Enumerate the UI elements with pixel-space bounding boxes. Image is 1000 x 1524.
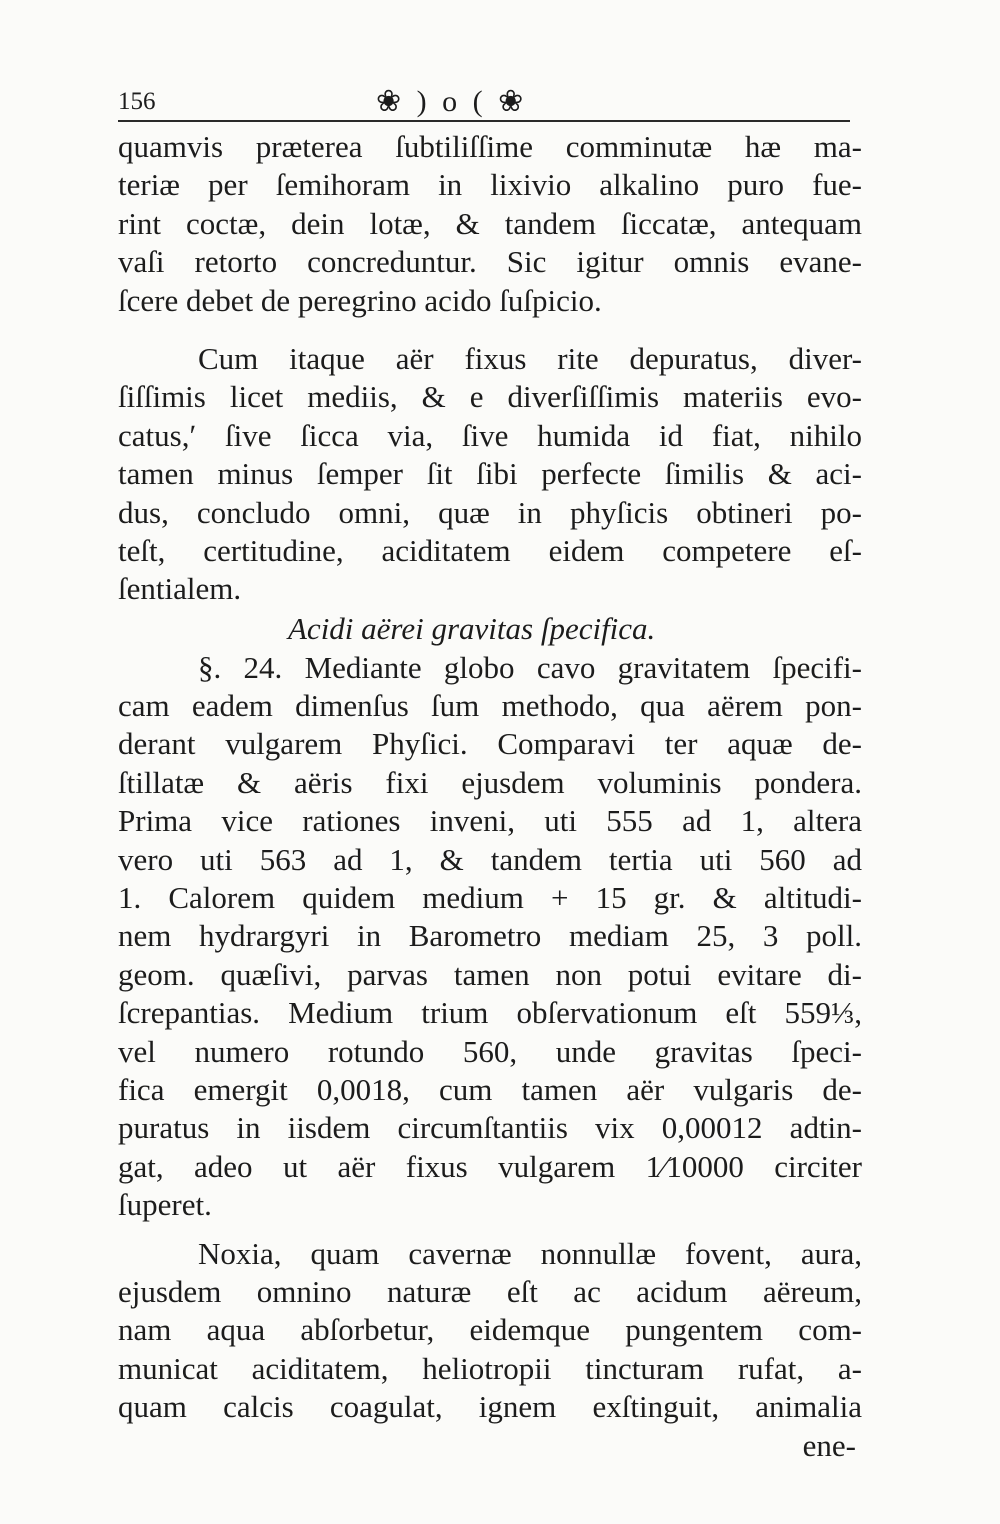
text-line: derant vulgarem Phyſici. Comparavi ter aquӕ de- [118,726,862,762]
text-line: municat aciditatem, heliotropii tincturam rufat, a- [118,1350,862,1386]
text-line: puratus in iisdem circumſtantiis vix 0,00012 adtin- [118,1110,862,1146]
text-line: ejusdem omnino naturӕ eſt ac acidum aëreum, [118,1273,862,1309]
header-rule [118,120,850,122]
text-line: catus,ʹ ſive ſicca via, ſive humida id fiat, nihilo [118,417,862,453]
paragraph-2 [118,340,862,609]
header-ornament: ❀ ) o ( ❀ [376,85,528,118]
catchword: ene- [802,1427,856,1463]
text-line: §. 24. Mediante globo cavo gravitatem ſpecifi- [198,649,862,685]
text-line: Noxia, quam cavernӕ nonnullӕ fovent, aura, [198,1235,862,1271]
text-line: teriӕ per ſemihoram in lixivio alkalino puro fue- [118,167,862,203]
text-line: vaſi retorto concreduntur. Sic igitur omnis evane- [118,244,862,280]
text-line: vel numero rotundo 560, unde gravitas ſpeci- [118,1033,862,1069]
paragraph-4 [118,1235,862,1427]
section-heading: Acidi aërei gravitas ſpecifica. [288,610,656,646]
text-line: Prima vice rationes inveni, uti 555 ad 1, altera [118,803,862,839]
text-line: ſiſſimis licet mediis, & e diverſiſſimis materiis evo- [118,379,862,415]
text-line: ſentialem. [118,571,242,607]
text-line: geom. quӕſivi, parvas tamen non potui evitare di- [118,956,862,992]
text-line: gat, adeo ut aër fixus vulgarem 1⁄10000 circiter [118,1148,862,1184]
text-line: quam calcis coagulat, ignem exſtinguit, animalia [118,1389,862,1425]
text-line: nam aqua abſorbetur, eidemque pungentem com- [118,1312,862,1348]
body-text [118,128,862,1465]
paragraph-3 [118,649,862,1225]
text-line: ſcrepantias. Medium trium obſervationum eſt 559⅓, [118,995,862,1031]
text-line: Cum itaque aër fixus rite depuratus, diver- [198,340,862,376]
text-line: dus, concludo omni, quӕ in phyſicis obtineri po- [118,494,862,530]
page-number: 156 [118,88,156,115]
text-line: nem hydrargyri in Barometro mediam 25, 3 poll. [118,918,862,954]
text-line: fica emergit 0,0018, cum tamen aër vulgaris de- [118,1071,862,1107]
page-header [118,84,850,122]
text-line: vero uti 563 ad 1, & tandem tertia uti 560 ad [118,841,862,877]
text-line: 1. Calorem quidem medium + 15 gr. & altitudi- [118,880,862,916]
text-line: rint coctӕ, dein lotӕ, & tandem ſiccatӕ, antequam [118,205,862,241]
text-line: teſt, certitudine, aciditatem eidem competere eſ- [118,532,862,568]
text-line: ſtillatӕ & aëris fixi ejusdem voluminis pondera. [118,764,862,800]
paragraph-1 [118,128,862,320]
text-line: ſuperet. [118,1187,212,1223]
text-line: ſcere debet de peregrino acido ſuſpicio. [118,282,602,318]
text-line: cam eadem dimenſus ſum methodo, qua aërem pon- [118,688,862,724]
text-line: tamen minus ſemper ſit ſibi perfecte ſimilis & aci- [118,456,862,492]
text-line: quamvis prӕterea ſubtiliſſime comminutӕ hӕ ma- [118,129,862,164]
